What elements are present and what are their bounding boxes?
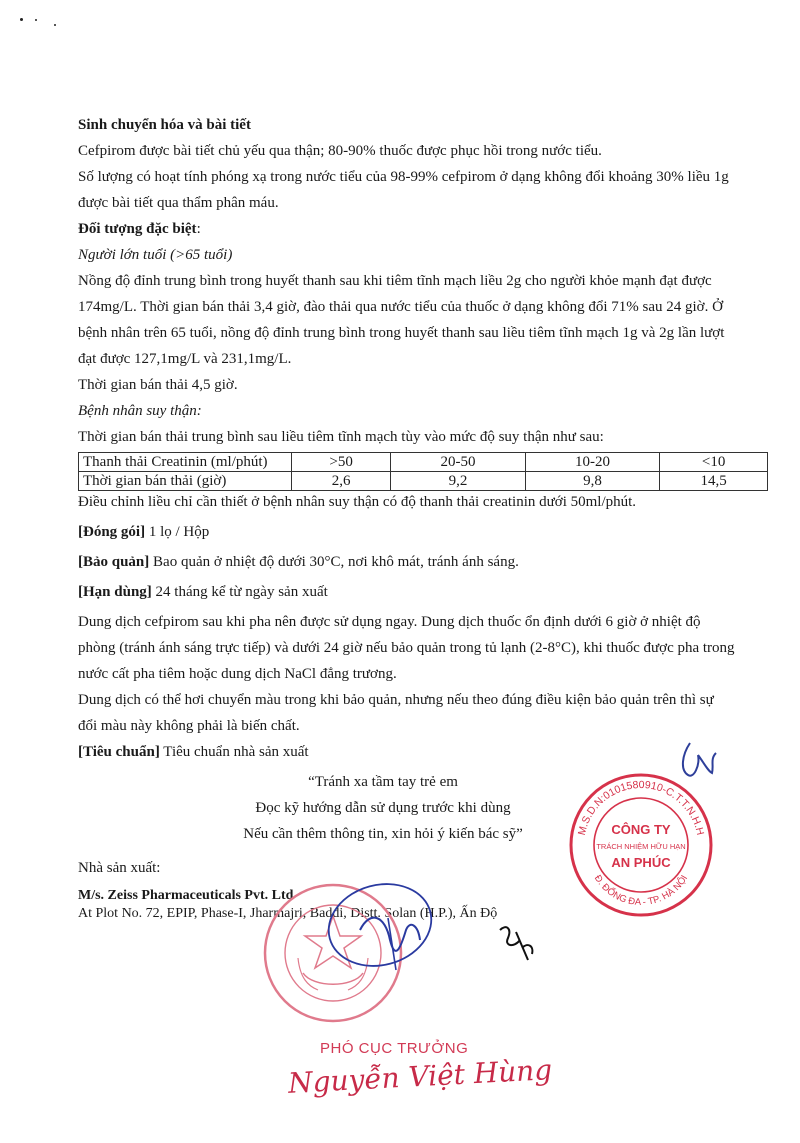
label: [Đóng gói] <box>78 524 146 540</box>
table-cell: 14,5 <box>660 472 768 491</box>
table-cell: 10-20 <box>525 453 659 472</box>
text-line: nước cất pha tiêm hoặc dung dịch NaCl đẳng trương. <box>78 666 397 682</box>
packaging-line <box>78 519 768 545</box>
storage-line <box>78 549 768 575</box>
stamp-ring-text: M.S.D.N:0101580910-C.T.T.N.H.H <box>575 778 707 837</box>
text-line: phòng (tránh ánh sáng trực tiếp) và dưới 24 giờ nếu bảo quản trong tủ lạnh (2-8°C), khi thuốc được pha trong <box>78 640 735 656</box>
value: 24 tháng kể từ ngày sản xuất <box>151 584 328 600</box>
stamp-line2: TRÁCH NHIỆM HỮU HẠN <box>596 842 686 851</box>
creatinine-table <box>78 452 768 491</box>
text-line: Dung dịch có thể hơi chuyển màu trong khi bảo quản, nhưng nếu theo đúng điều kiện bảo quản trên thì sự <box>78 692 714 708</box>
value: Tiêu chuẩn nhà sản xuất <box>159 744 309 760</box>
text-line: 174mg/L. Thời gian bán thải 3,4 giờ, đào thải qua nước tiểu của thuốc ở dạng không đổi 71% sau 24 giờ. Ở <box>78 299 723 315</box>
scan-speck <box>20 18 23 21</box>
table-cell: 20-50 <box>391 453 525 472</box>
label: [Tiêu chuẩn] <box>78 744 160 760</box>
subheading-renal: Bệnh nhân suy thận: <box>78 403 202 419</box>
warning-line: “Tránh xa tầm tay trẻ em <box>308 774 458 790</box>
text-line: Thời gian bán thải trung bình sau liều tiêm tĩnh mạch tùy vào mức độ suy thận như sau: <box>78 429 604 445</box>
text-line: bệnh nhân trên 65 tuổi, nồng độ đỉnh trung bình trong huyết thanh sau liều tiêm tĩnh mạch 1g và 2g lần lượt <box>78 325 725 341</box>
table-cell: 2,6 <box>292 472 391 491</box>
signatory-name: Nguyễn Việt Hùng <box>287 1053 553 1100</box>
signatory-title: PHÓ CỤC TRƯỞNG <box>320 1040 469 1057</box>
text-line: đổi màu này không phải là biến chất. <box>78 718 300 734</box>
value: Bao quản ở nhiệt độ dưới 30°C, nơi khô mát, tránh ánh sáng. <box>149 554 519 570</box>
label: [Hạn dùng] <box>78 584 152 600</box>
text-line: đạt được 127,1mg/L và 231,1mg/L. <box>78 351 292 367</box>
table-cell: >50 <box>292 453 391 472</box>
manufacturer-address: At Plot No. 72, EPIP, Phase-I, Jharmajri, Baddi, Distt. Solan (H.P.), Ấn Độ <box>78 906 498 921</box>
section-heading-special <box>78 216 768 242</box>
table-cell: Thanh thải Creatinin (ml/phút) <box>79 453 292 472</box>
stamp-line3: AN PHÚC <box>611 855 671 870</box>
text-line: được bài tiết qua thẩm phân máu. <box>78 195 279 211</box>
text-line: Số lượng có hoạt tính phóng xạ trong nước tiểu của 98-99% cefpirom ở dạng không đổi khoảng 30% liều 1g <box>78 169 729 185</box>
manufacturer-label: Nhà sản xuất: <box>78 860 161 876</box>
stamp-line1: CÔNG TY <box>611 822 671 837</box>
warning-line: Đọc kỹ hướng dẫn sử dụng trước khi dùng <box>255 800 511 816</box>
table-row <box>79 453 768 472</box>
expiry-line <box>78 579 768 605</box>
table-row <box>79 472 768 491</box>
text-line: Điều chỉnh liều chỉ cần thiết ở bệnh nhân suy thận có độ thanh thải creatinin dưới 50ml/phút. <box>78 494 637 510</box>
heading-text: Đối tượng đặc biệt <box>78 221 197 237</box>
label: [Bảo quản] <box>78 554 150 570</box>
text-line: Cefpirom được bài tiết chủ yếu qua thận; 80-90% thuốc được phục hồi trong nước tiểu. <box>78 143 602 159</box>
scan-speck <box>54 24 56 26</box>
black-initials <box>492 918 542 968</box>
table-cell: <10 <box>660 453 768 472</box>
table-cell: 9,8 <box>525 472 659 491</box>
text-line: Nồng độ đỉnh trung bình trong huyết thanh sau khi tiêm tĩnh mạch liều 2g cho người khỏe mạnh đạt được <box>78 273 712 289</box>
stamp-bottom-text: Đ. ĐỐNG ĐA - TP. HÀ NỘI <box>591 873 691 909</box>
main-signature <box>300 870 450 990</box>
warning-line: Nếu cần thêm thông tin, xin hỏi ý kiến bác sỹ” <box>243 826 523 842</box>
standard-line <box>78 739 768 765</box>
initial-signature <box>670 735 730 795</box>
section-heading-metabolism: Sinh chuyển hóa và bài tiết <box>78 117 251 133</box>
table-cell: 9,2 <box>391 472 525 491</box>
subheading-elderly: Người lớn tuổi (>65 tuổi) <box>78 247 233 263</box>
table-cell: Thời gian bán thải (giờ) <box>79 472 292 491</box>
text-line: Thời gian bán thải 4,5 giờ. <box>78 377 238 393</box>
manufacturer-name: M/s. Zeiss Pharmaceuticals Pvt. Ltd <box>78 888 294 903</box>
scan-speck <box>35 19 37 21</box>
text-line: Dung dịch cefpirom sau khi pha nên được sử dụng ngay. Dung dịch thuốc ổn định dưới 6 giờ ở nhiệt độ <box>78 614 701 630</box>
value: 1 lọ / Hộp <box>145 524 210 540</box>
heading-colon: : <box>196 221 201 237</box>
